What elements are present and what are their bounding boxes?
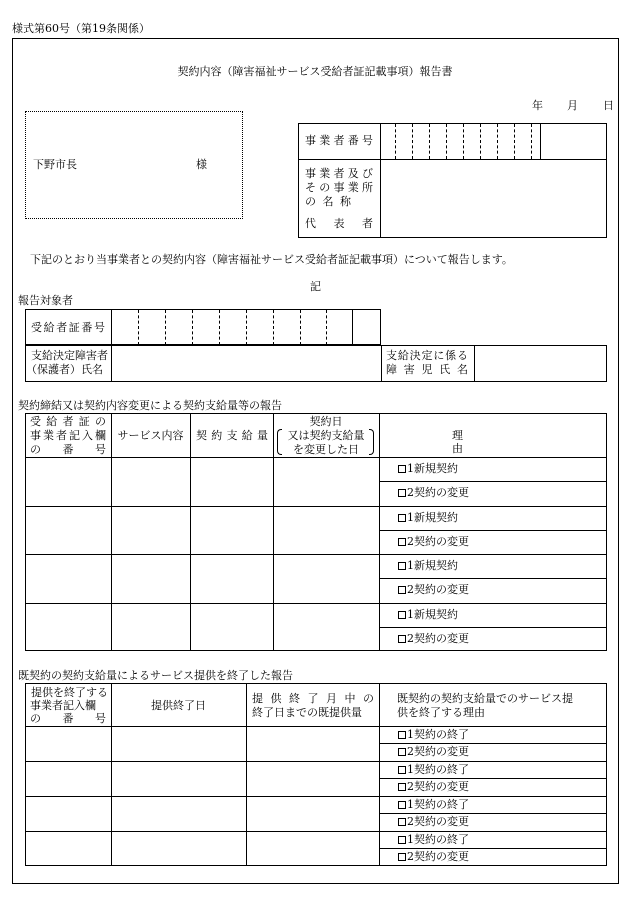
termination-row-line xyxy=(25,796,607,797)
termination-option-end[interactable] xyxy=(398,728,469,741)
date-year-label: 年 xyxy=(532,99,543,112)
provider-digit-divider xyxy=(480,124,481,159)
contract-option-change[interactable] xyxy=(398,486,469,499)
termination-row-line xyxy=(25,761,607,762)
termination-option-divider xyxy=(379,848,607,849)
termination-option-label: 1契約の終了 xyxy=(407,798,469,811)
person-label-1: 支給決定障害者 xyxy=(31,349,108,362)
termination-h-col3-line1: 提供終了月中の xyxy=(252,692,374,705)
provider-label-divider xyxy=(380,123,381,238)
termination-col-divider-2 xyxy=(246,683,247,866)
contract-row-line xyxy=(25,506,607,507)
cert-number-label: 受給者証番号 xyxy=(31,321,105,334)
checkbox-icon[interactable] xyxy=(398,465,406,473)
contract-h-col4-line2: 又は契約支給量 xyxy=(287,429,365,442)
termination-option-divider xyxy=(379,743,607,744)
contract-option-label: 2契約の変更 xyxy=(407,632,469,645)
contract-option-divider xyxy=(379,578,607,579)
addressee-name: 下野市長 xyxy=(33,158,77,171)
addressee-honorific: 様 xyxy=(196,158,207,171)
termination-h-col1-line3: の番号 xyxy=(30,712,106,725)
termination-option-change[interactable] xyxy=(398,780,469,793)
termination-option-label: 2契約の変更 xyxy=(407,745,469,758)
child-label-left xyxy=(381,345,382,382)
contract-h-col4-bracket-right xyxy=(369,429,374,455)
contract-option-label: 2契約の変更 xyxy=(407,486,469,499)
checkbox-icon[interactable] xyxy=(398,586,406,594)
contract-option-new[interactable] xyxy=(398,462,458,475)
termination-option-change[interactable] xyxy=(398,850,469,863)
contract-option-label: 1新規契約 xyxy=(407,559,458,572)
contract-col-divider-2 xyxy=(190,413,191,651)
provider-row-divider xyxy=(298,159,607,160)
contract-h-col1-line3: の番号 xyxy=(30,443,106,456)
contract-option-change[interactable] xyxy=(398,583,469,596)
checkbox-icon[interactable] xyxy=(398,748,406,756)
contract-row-line xyxy=(25,603,607,604)
intro-text: 下記のとおり当事業者との契約内容（障害福祉サービス受給者証記載事項）について報告します。 xyxy=(30,253,513,266)
contract-h-col1-line1: 受給者証の xyxy=(30,415,106,428)
termination-option-end[interactable] xyxy=(398,833,469,846)
termination-option-divider xyxy=(379,813,607,814)
termination-col-divider-3 xyxy=(379,683,380,866)
section2-heading: 契約締結又は契約内容変更による契約支給量等の報告 xyxy=(18,399,282,412)
contract-col-divider-4 xyxy=(379,413,380,651)
contract-option-divider xyxy=(379,481,607,482)
cert-digit-divider xyxy=(326,310,327,345)
termination-option-change[interactable] xyxy=(398,815,469,828)
termination-option-end[interactable] xyxy=(398,763,469,776)
cert-digit-divider xyxy=(219,310,220,345)
cert-digit-divider xyxy=(300,310,301,345)
checkbox-icon[interactable] xyxy=(398,836,406,844)
checkbox-icon[interactable] xyxy=(398,853,406,861)
cert-label-divider xyxy=(111,309,112,345)
termination-option-divider xyxy=(379,778,607,779)
contract-option-label: 2契約の変更 xyxy=(407,535,469,548)
contract-row-line xyxy=(25,554,607,555)
checkbox-icon[interactable] xyxy=(398,801,406,809)
provider-representative-label: 代表者 xyxy=(305,217,373,230)
termination-option-label: 1契約の終了 xyxy=(407,763,469,776)
section1-heading: 報告対象者 xyxy=(18,294,73,307)
contract-option-label: 2契約の変更 xyxy=(407,583,469,596)
person-label-2: （保護者）氏名 xyxy=(26,363,103,376)
termination-option-label: 1契約の終了 xyxy=(407,728,469,741)
checkbox-icon[interactable] xyxy=(398,514,406,522)
provider-digit-divider xyxy=(429,124,430,159)
termination-h-col1-line1: 提供を終了する xyxy=(31,686,108,699)
contract-h-col4-bracket-left xyxy=(277,429,282,455)
checkbox-icon[interactable] xyxy=(398,562,406,570)
contract-option-label: 1新規契約 xyxy=(407,608,458,621)
termination-h-col1-line2: 事業者記入欄 xyxy=(30,699,96,712)
checkbox-icon[interactable] xyxy=(398,611,406,619)
contract-h-col4-line3: を変更した日 xyxy=(293,443,359,456)
checkbox-icon[interactable] xyxy=(398,635,406,643)
ki-label: 記 xyxy=(310,280,321,293)
provider-digit-divider xyxy=(463,124,464,159)
contract-option-label: 1新規契約 xyxy=(407,511,458,524)
child-name-field[interactable] xyxy=(475,346,606,381)
termination-h-col4-line2: 供を終了する理由 xyxy=(397,706,485,719)
termination-row-line xyxy=(25,831,607,832)
contract-h-col1-line2: 事業者記入欄 xyxy=(30,429,106,442)
provider-name-label-1: 事業者及び xyxy=(305,167,373,180)
contract-h-col4-line1: 契約日 xyxy=(309,415,343,428)
contract-option-change[interactable] xyxy=(398,535,469,548)
contract-option-label: 1新規契約 xyxy=(407,462,458,475)
provider-digit-divider xyxy=(514,124,515,159)
checkbox-icon[interactable] xyxy=(398,818,406,826)
provider-name-label-3: の名称 xyxy=(305,195,351,208)
provider-digit-divider xyxy=(446,124,447,159)
provider-digit-divider xyxy=(531,124,532,159)
termination-option-label: 1契約の終了 xyxy=(407,833,469,846)
contract-option-divider xyxy=(379,530,607,531)
contract-header-line xyxy=(25,457,607,458)
termination-option-label: 2契約の変更 xyxy=(407,815,469,828)
contract-option-new[interactable] xyxy=(398,608,458,621)
checkbox-icon[interactable] xyxy=(398,489,406,497)
termination-option-label: 2契約の変更 xyxy=(407,850,469,863)
termination-option-end[interactable] xyxy=(398,798,469,811)
date-day-label: 日 xyxy=(603,99,614,112)
contract-option-change[interactable] xyxy=(398,632,469,645)
contract-option-new[interactable] xyxy=(398,511,458,524)
provider-number-end xyxy=(540,123,541,159)
termination-h-col3-line2: 終了日までの既提供量 xyxy=(252,706,362,719)
checkbox-icon[interactable] xyxy=(398,538,406,546)
provider-digit-divider xyxy=(412,124,413,159)
provider-name-label-2: その事業所 xyxy=(305,181,373,194)
provider-digit-divider xyxy=(497,124,498,159)
termination-h-col2: 提供終了日 xyxy=(151,699,206,712)
termination-option-label: 2契約の変更 xyxy=(407,780,469,793)
checkbox-icon[interactable] xyxy=(398,766,406,774)
contract-option-new[interactable] xyxy=(398,559,458,572)
date-month-label: 月 xyxy=(567,99,578,112)
cert-digit-divider xyxy=(165,310,166,345)
form-number: 様式第60号（第19条関係） xyxy=(12,22,150,35)
contract-option-divider xyxy=(379,627,607,628)
cert-digit-divider xyxy=(246,310,247,345)
contract-h-col2: サービス内容 xyxy=(117,429,184,442)
checkbox-icon[interactable] xyxy=(398,783,406,791)
cert-digit-divider xyxy=(138,310,139,345)
termination-h-col4-line1: 既契約の契約支給量でのサービス提 xyxy=(397,692,573,705)
person-name-field[interactable] xyxy=(112,346,380,381)
form-title: 契約内容（障害福祉サービス受給者証記載事項）報告書 xyxy=(177,65,453,78)
cert-number-end xyxy=(352,309,353,345)
cert-digit-divider xyxy=(192,310,193,345)
termination-option-change[interactable] xyxy=(398,745,469,758)
contract-h-col5: 理由 xyxy=(452,429,523,455)
cert-digit-divider xyxy=(273,310,274,345)
child-label-2: 障害児氏名 xyxy=(386,363,468,376)
termination-header-line xyxy=(25,726,607,727)
provider-digit-divider xyxy=(395,124,396,159)
child-label-1: 支給決定に係る xyxy=(386,349,468,362)
provider-number-label: 事業者番号 xyxy=(305,134,373,147)
checkbox-icon[interactable] xyxy=(398,731,406,739)
contract-h-col3: 契約支給量 xyxy=(196,429,268,442)
section3-heading: 既契約の契約支給量によるサービス提供を終了した報告 xyxy=(18,669,293,682)
contract-col-divider-1 xyxy=(111,413,112,651)
